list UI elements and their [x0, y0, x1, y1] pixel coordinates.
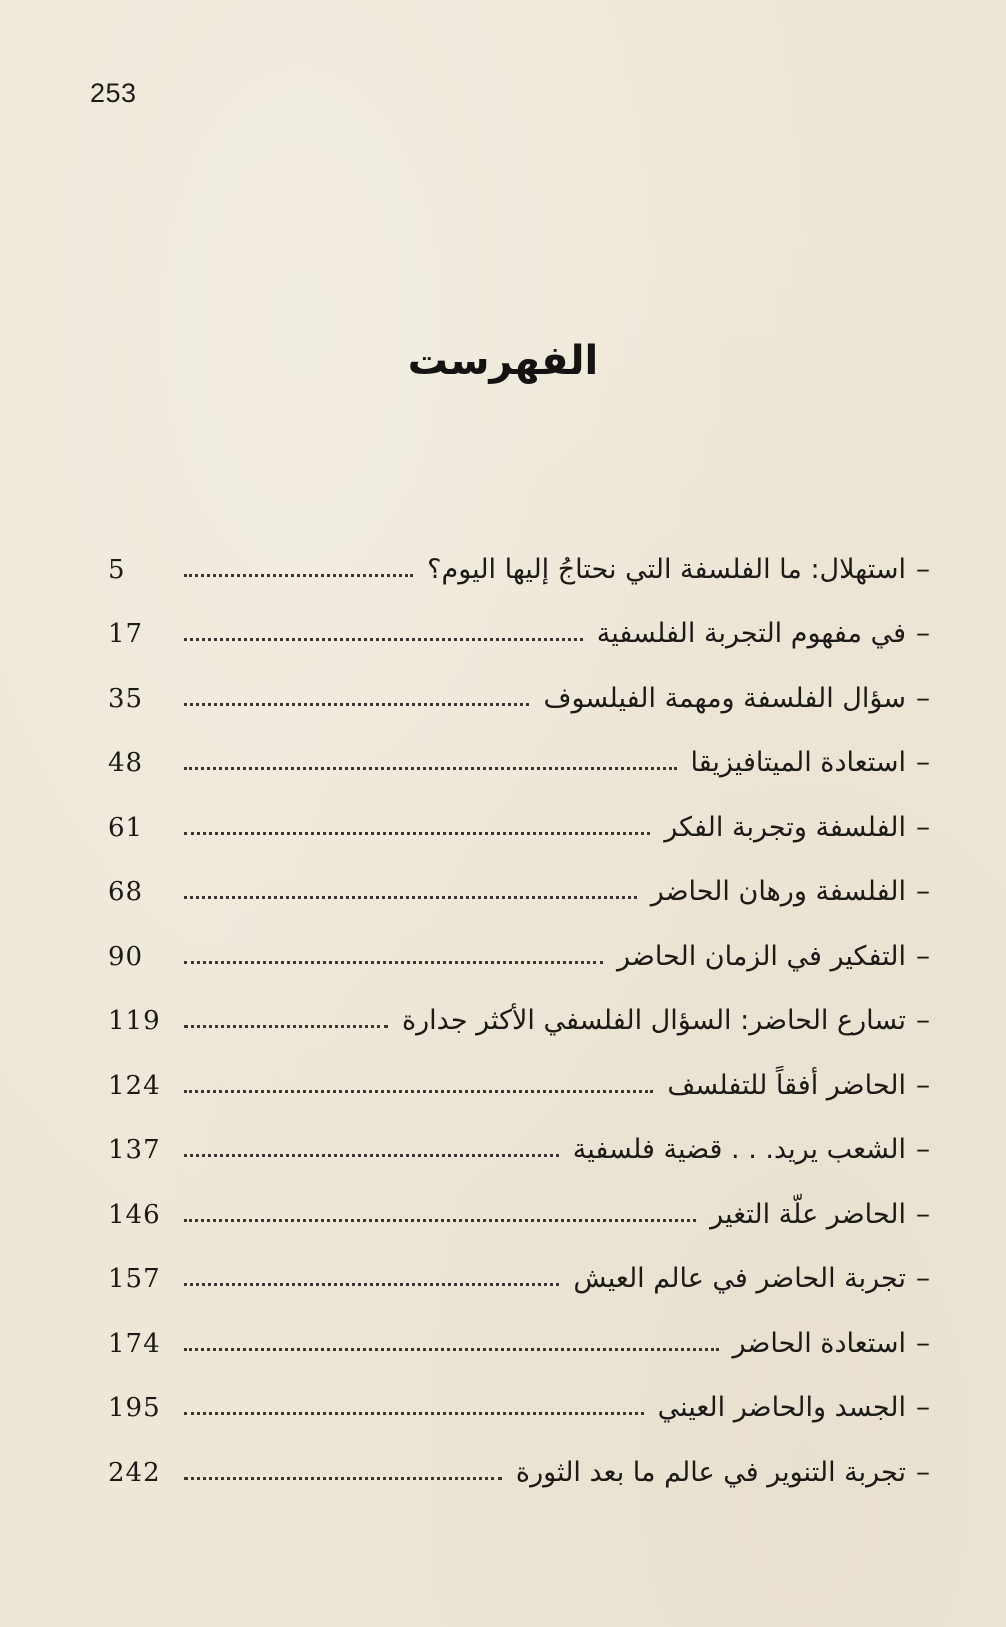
toc-entry-page: 119 [108, 1006, 161, 1036]
toc-entry-title: الفلسفة ورهان الحاضر [650, 876, 906, 907]
toc-leader-dots [184, 961, 603, 964]
toc-entry-page: 242 [108, 1457, 161, 1488]
toc-entry-dash: – [916, 680, 930, 714]
toc-entry-page: 5 [108, 554, 126, 585]
toc-entry-dash: – [916, 1454, 930, 1488]
toc-entry [108, 778, 930, 843]
toc-entry-dash: – [916, 616, 930, 649]
toc-entry [108, 649, 930, 714]
toc-entry [108, 843, 930, 908]
toc-leader-dots [184, 574, 413, 577]
toc-leader-dots [184, 638, 583, 641]
toc-entry-page: 137 [108, 1135, 161, 1165]
toc-entry-title: الحاضر أفقاً للتفلسف [667, 1069, 906, 1101]
toc-entry-dash: – [916, 551, 930, 585]
toc-leader-dots [184, 832, 650, 835]
toc-entry [108, 1101, 930, 1166]
toc-entry-page: 90 [108, 941, 144, 972]
toc-entry-title: تجربة التنوير في عالم ما بعد الثورة [515, 1456, 906, 1488]
toc-entry [108, 1165, 930, 1230]
toc-entry [108, 1359, 930, 1424]
toc-entry-dash: – [916, 874, 930, 907]
toc-entry-page: 35 [108, 683, 144, 714]
toc-leader-dots [184, 1412, 644, 1415]
toc-entry-dash: – [916, 1390, 930, 1423]
toc-entry-page: 157 [108, 1264, 161, 1294]
toc-entry-title: استهلال: ما الفلسفة التي نحتاجُ إليها اليوم؟ [427, 553, 906, 585]
toc-entry-title: استعادة الميتافيزيقا [690, 747, 906, 778]
toc-entry-title: الشعب يريد. . . قضية فلسفية [572, 1134, 906, 1165]
toc-entry-title: الحاضر علّة التغير [710, 1198, 906, 1230]
toc-entry-page: 17 [108, 619, 144, 649]
toc-entry [108, 1036, 930, 1101]
toc-entry-page: 68 [108, 877, 144, 907]
toc-leader-dots [184, 1219, 696, 1222]
toc-title: الفهرست [407, 338, 599, 384]
toc-entry-page: 195 [108, 1393, 161, 1423]
toc-entry-page: 124 [108, 1070, 161, 1101]
toc-entry [108, 1294, 930, 1359]
toc-entry-dash: – [916, 809, 930, 843]
toc-entry [108, 585, 930, 650]
toc-entry-dash: – [916, 1067, 930, 1101]
toc-entry-page: 61 [108, 812, 144, 843]
toc-entry-dash: – [916, 1261, 930, 1294]
toc-entry-dash: – [916, 1003, 930, 1036]
toc-entry-page: 48 [108, 748, 144, 778]
toc-leader-dots [184, 1090, 653, 1093]
toc-leader-dots [184, 767, 677, 770]
toc-entry-dash: – [916, 745, 930, 778]
toc-entry-page: 174 [108, 1328, 161, 1359]
toc-entry [108, 520, 930, 585]
toc-leader-dots [184, 1025, 388, 1028]
toc-entry [108, 714, 930, 779]
toc-entry-dash: – [916, 1325, 930, 1359]
toc-entry-title: الفلسفة وتجربة الفكر [664, 811, 906, 843]
toc-list [108, 520, 930, 1488]
toc-leader-dots [184, 703, 529, 706]
toc-entry-title: التفكير في الزمان الحاضر [617, 940, 906, 972]
page-number: 253 [90, 78, 137, 108]
toc-entry-title: استعادة الحاضر [732, 1327, 906, 1359]
toc-entry [108, 907, 930, 972]
toc-entry-page: 146 [108, 1199, 161, 1230]
toc-entry [108, 1423, 930, 1488]
toc-entry-dash: – [916, 1132, 930, 1165]
toc-entry-title: تسارع الحاضر: السؤال الفلسفي الأكثر جدارة [402, 1005, 906, 1036]
toc-entry-dash: – [916, 938, 930, 972]
toc-entry-title: في مفهوم التجربة الفلسفية [596, 618, 906, 649]
toc-leader-dots [184, 1283, 559, 1286]
toc-leader-dots [184, 1154, 559, 1157]
toc-entry-dash: – [916, 1196, 930, 1230]
toc-leader-dots [184, 1348, 719, 1351]
toc-entry [108, 1230, 930, 1295]
toc-entry-title: تجربة الحاضر في عالم العيش [573, 1263, 906, 1294]
toc-leader-dots [184, 1477, 502, 1480]
toc-entry-title: الجسد والحاضر العيني [657, 1392, 906, 1423]
toc-entry-title: سؤال الفلسفة ومهمة الفيلسوف [543, 682, 906, 714]
toc-leader-dots [184, 896, 637, 899]
toc-entry [108, 972, 930, 1037]
